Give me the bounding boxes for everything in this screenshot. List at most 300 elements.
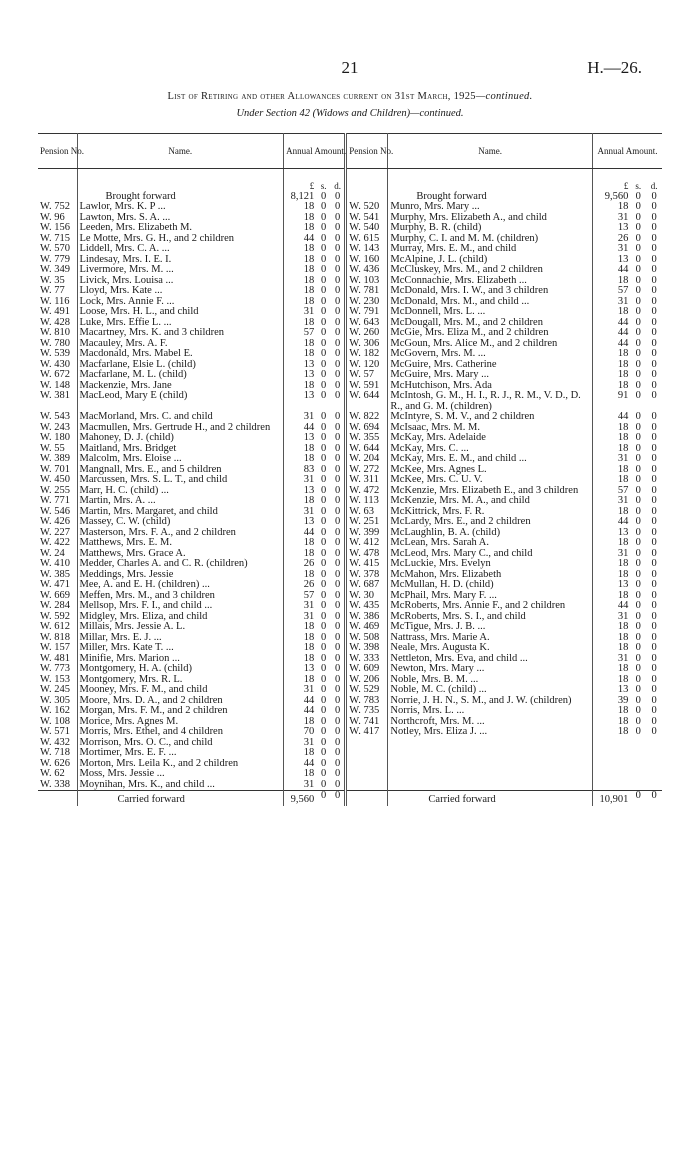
pension-number: W. 156 (40, 222, 70, 233)
table-row (38, 244, 662, 255)
pensioner-name: McDonald, Mrs. M., and child ... (388, 297, 592, 308)
amount-pounds: 18 (284, 496, 317, 507)
pension-number: W. 103 (346, 276, 388, 287)
pension-number: W. 609 (346, 664, 388, 675)
pension-number: W. 386 (346, 612, 388, 623)
pension-number: W. 669 (40, 589, 70, 601)
amount-pounds: 31 (284, 412, 317, 423)
amount-pounds: 31 (284, 475, 317, 486)
pension-number: W. 272 (346, 465, 388, 476)
pension-number: W. 378 (346, 570, 388, 581)
amount-pounds: 39 (592, 696, 630, 707)
amount-shillings: 0 (635, 222, 641, 233)
amount-shillings: 0 (635, 652, 641, 664)
name-header-right: Name. (388, 134, 592, 169)
amount-pence: 0 (335, 306, 341, 317)
amount-pence: 0 (335, 348, 341, 359)
currency-units-row (38, 181, 662, 192)
pensioner-name: Lawlor, Mrs. K. P ... (77, 202, 284, 213)
table-row (38, 433, 662, 444)
pensioner-name: McKay, Mrs. Adelaide (388, 433, 592, 444)
amount-shillings: 0 (635, 726, 641, 737)
pension-number: W. 24 (40, 547, 65, 559)
pensioner-name: Macfarlane, M. L. (child) (77, 370, 284, 381)
amount-shillings: 0 (321, 684, 327, 695)
amount-pence: 0 (651, 264, 657, 275)
amount-shillings: 0 (635, 642, 641, 653)
carried-forward-pence-right: 0 (646, 791, 662, 806)
table-row (38, 223, 662, 234)
amount-shillings: 0 (321, 495, 327, 506)
pounds-unit: £ (284, 181, 317, 192)
pensioner-name: Martin, Mrs. A. ... (77, 496, 284, 507)
table-row (38, 559, 662, 570)
pension-number: W. 55 (40, 442, 65, 454)
amount-pence: 0 (651, 495, 657, 506)
amount-shillings: 0 (635, 537, 641, 548)
amount-pence: 0 (651, 652, 657, 664)
pensioner-name: Lloyd, Mrs. Kate ... (77, 286, 284, 297)
pension-number: W. 644 (346, 444, 388, 455)
amount-pence: 0 (651, 484, 657, 496)
amount-pence: 0 (335, 642, 341, 653)
list-title (0, 91, 700, 102)
amount-pounds: 18 (592, 381, 630, 392)
amount-shillings: 0 (321, 285, 327, 296)
amount-pence: 0 (335, 463, 341, 475)
pension-number: W. 508 (346, 633, 388, 644)
amount-pounds: 18 (592, 622, 630, 633)
amount-pence: 0 (651, 726, 657, 737)
amount-pence: 0 (651, 547, 657, 559)
amount-pounds: 18 (592, 570, 630, 581)
pension-number: W. 148 (40, 379, 70, 391)
pension-number: W. 546 (40, 505, 70, 517)
name-header: Name. (77, 134, 284, 169)
amount-pounds: 18 (284, 748, 317, 759)
pension-number: W. 694 (346, 423, 388, 434)
pension-number: W. 311 (346, 475, 388, 486)
amount-pounds: 18 (284, 297, 317, 308)
table-row (38, 370, 662, 381)
amount-pence: 0 (335, 379, 341, 391)
amount-shillings: 0 (635, 484, 641, 496)
amount-shillings: 0 (635, 253, 641, 265)
pensioner-name: McHutchison, Mrs. Ada (388, 381, 592, 392)
pension-number: W. 478 (346, 549, 388, 560)
amount-pounds: 26 (284, 559, 317, 570)
annual-amount-header-right: Annual Amount. (592, 134, 662, 169)
pensioner-name: McGuire, Mrs. Catherine (388, 360, 592, 371)
document-reference: H.—26. (587, 58, 642, 77)
amount-pounds: 18 (284, 675, 317, 686)
pension-number: W. 426 (40, 516, 70, 527)
amount-shillings: 0 (321, 652, 327, 664)
amount-shillings: 0 (321, 631, 327, 643)
amount-pounds: 18 (592, 349, 630, 360)
amount-shillings: 0 (321, 453, 327, 464)
amount-pounds: 44 (284, 706, 317, 717)
pension-number: W. 529 (346, 685, 388, 696)
pensioner-name: McKittrick, Mrs. F. R. (388, 507, 592, 518)
amount-shillings: 0 (635, 600, 641, 611)
pension-number: W. 182 (346, 349, 388, 360)
amount-shillings: 0 (321, 222, 327, 233)
amount-pence: 0 (651, 526, 657, 538)
amount-pounds: 18 (592, 538, 630, 549)
amount-pence: 0 (335, 558, 341, 569)
pensioner-name: McCluskey, Mrs. M., and 2 children (388, 265, 592, 276)
pensioner-name: McLaughlin, B. A. (child) (388, 528, 592, 539)
amount-pence: 0 (651, 589, 657, 601)
amount-pounds: 18 (284, 265, 317, 276)
pensioner-name: Mellsop, Mrs. F. I., and child ... (77, 601, 284, 612)
amount-shillings: 0 (635, 211, 641, 223)
pension-number: W. 30 (346, 591, 388, 602)
amount-pence: 0 (651, 516, 657, 527)
amount-shillings: 0 (635, 715, 641, 727)
pensioner-name: Nettleton, Mrs. Eva, and child ... (388, 654, 592, 665)
pensioner-name: Mee, A. and E. H. (children) ... (77, 580, 284, 591)
pensioner-name: McGoun, Mrs. Alice M., and 2 children (388, 339, 592, 350)
amount-pounds: 44 (592, 339, 630, 350)
table-row (38, 265, 662, 276)
amount-pounds: 18 (592, 664, 630, 675)
pension-number: W. 57 (346, 370, 388, 381)
pensioner-name: Noble, M. C. (child) ... (388, 685, 592, 696)
allowances-table (38, 133, 662, 806)
amount-pounds: 18 (284, 454, 317, 465)
amount-pence: 0 (335, 778, 341, 790)
pensioner-name: Millais, Mrs. Jessie A. L. (77, 622, 284, 633)
amount-pounds: 13 (592, 528, 630, 539)
amount-shillings: 0 (635, 337, 641, 349)
pensioner-name: Montgomery, H. A. (child) (77, 664, 284, 675)
pensioner-name: McLean, Mrs. Sarah A. (388, 538, 592, 549)
amount-pounds: 18 (592, 307, 630, 318)
amount-pounds: 57 (592, 286, 630, 297)
amount-pence: 0 (335, 715, 341, 727)
table-row (38, 412, 662, 423)
pension-number: W. 113 (346, 496, 388, 507)
pension-number: W. 96 (40, 211, 65, 223)
amount-shillings: 0 (635, 463, 641, 475)
amount-pounds: 18 (592, 276, 630, 287)
amount-pounds: 18 (592, 507, 630, 518)
amount-pence: 0 (651, 579, 657, 590)
pensioner-name: Norrie, J. H. N., S. M., and J. W. (children) (388, 696, 592, 707)
annual-amount-header: Annual Amount. (284, 134, 346, 169)
amount-pounds: 18 (592, 475, 630, 486)
pension-number: W. 63 (346, 507, 388, 518)
brought-forward-pence: 0 (335, 190, 341, 202)
table-row (38, 664, 662, 675)
amount-pounds: 18 (284, 654, 317, 665)
amount-shillings: 0 (635, 495, 641, 506)
pension-number: W. 243 (40, 421, 70, 433)
pensioner-name: Maitland, Mrs. Bridget (77, 444, 284, 455)
amount-pounds: 18 (284, 643, 317, 654)
pension-number: W. 752 (40, 201, 70, 212)
amount-pence: 0 (651, 673, 657, 685)
table-row (38, 748, 662, 759)
amount-pence: 0 (335, 421, 341, 433)
pension-number: W. 591 (346, 381, 388, 392)
pounds-unit-right: £ (592, 181, 630, 192)
amount-pence: 0 (651, 663, 657, 674)
amount-shillings: 0 (635, 705, 641, 716)
amount-pounds: 18 (284, 276, 317, 287)
list-subtitle-text: Under Section 42 (Widows and Children)—continued. (236, 108, 464, 119)
pension-number: W. 491 (40, 306, 70, 317)
amount-pence: 0 (335, 652, 341, 664)
amount-pence: 0 (651, 390, 657, 401)
pension-number: W. 773 (40, 663, 70, 674)
pension-number: W. 410 (40, 558, 70, 569)
amount-pounds: 18 (592, 433, 630, 444)
amount-pounds: 18 (592, 643, 630, 654)
amount-pence: 0 (651, 358, 657, 370)
table-row (38, 454, 662, 465)
amount-pounds: 18 (284, 244, 317, 255)
amount-pounds: 18 (592, 675, 630, 686)
amount-pounds: 57 (592, 486, 630, 497)
pensioner-name: Mangnall, Mrs. E., and 5 children (77, 465, 284, 476)
pension-number: W. 469 (346, 622, 388, 633)
amount-pounds: 18 (592, 559, 630, 570)
amount-pence: 0 (335, 337, 341, 349)
pension-number: W. 108 (40, 715, 70, 727)
pension-number: W. 116 (40, 295, 70, 307)
amount-shillings: 0 (321, 211, 327, 223)
list-subtitle (0, 108, 700, 119)
pension-number: W. 251 (346, 517, 388, 528)
amount-shillings: 0 (321, 348, 327, 359)
amount-shillings: 0 (321, 274, 327, 286)
amount-pence: 0 (651, 243, 657, 254)
amount-pounds: 31 (592, 496, 630, 507)
amount-pence: 0 (335, 222, 341, 233)
amount-pence: 0 (335, 705, 341, 716)
pensioner-name: McDougall, Mrs. M., and 2 children (388, 318, 592, 329)
amount-shillings: 0 (321, 768, 327, 779)
pensioner-name: Morton, Mrs. Leila K., and 2 children (77, 759, 284, 770)
pensioner-name: Midgley, Mrs. Eliza, and child (77, 612, 284, 623)
pensioner-name: Mahoney, D. J. (child) (77, 433, 284, 444)
amount-pence: 0 (335, 610, 341, 622)
amount-shillings: 0 (635, 432, 641, 443)
amount-pence: 0 (335, 411, 341, 422)
amount-pence: 0 (651, 631, 657, 643)
amount-shillings: 0 (635, 358, 641, 370)
amount-pounds: 18 (284, 381, 317, 392)
amount-pence: 0 (335, 432, 341, 443)
amount-pounds: 57 (284, 328, 317, 339)
pensioner-name: Murphy, Mrs. Elizabeth A., and child (388, 213, 592, 224)
brought-forward-label-right: Brought forward (388, 192, 592, 203)
pension-number: W. 412 (346, 538, 388, 549)
pensioner-name: McKay, Mrs. C. ... (388, 444, 592, 455)
amount-pence: 0 (651, 274, 657, 286)
pension-number: W. 77 (40, 285, 65, 296)
pension-number: W. 415 (346, 559, 388, 570)
pension-number: W. 612 (40, 621, 70, 632)
amount-shillings: 0 (635, 369, 641, 380)
pensioner-name: Macmullen, Mrs. Gertrude H., and 2 children (77, 423, 284, 434)
amount-pence: 0 (651, 211, 657, 223)
amount-pence: 0 (335, 526, 341, 538)
amount-pence: 0 (335, 547, 341, 559)
pensioner-name: Malcolm, Mrs. Eloise ... (77, 454, 284, 465)
pension-no-header: Pension No. (38, 134, 77, 169)
amount-pounds: 18 (592, 633, 630, 644)
table-row (38, 328, 662, 339)
pensioner-name: Newton, Mrs. Mary ... (388, 664, 592, 675)
amount-pence: 0 (335, 694, 341, 706)
amount-pounds: 13 (592, 685, 630, 696)
amount-pence: 0 (335, 316, 341, 328)
pension-number: W. 818 (40, 631, 70, 643)
amount-pence: 0 (335, 684, 341, 695)
brought-forward-pounds-right: 9,560 (592, 192, 630, 203)
amount-pence: 0 (651, 285, 657, 296)
amount-pence: 0 (335, 600, 341, 611)
amount-pounds: 31 (284, 601, 317, 612)
amount-pence: 0 (651, 442, 657, 454)
amount-shillings: 0 (321, 537, 327, 548)
amount-shillings: 0 (321, 390, 327, 401)
amount-pounds: 31 (284, 612, 317, 623)
amount-pounds: 26 (284, 580, 317, 591)
amount-shillings: 0 (635, 442, 641, 454)
pensioner-name: MacMorland, Mrs. C. and child (77, 412, 284, 423)
amount-shillings: 0 (635, 610, 641, 622)
amount-pence: 0 (335, 747, 341, 758)
pension-number: W. 160 (346, 255, 388, 266)
amount-shillings: 0 (635, 589, 641, 601)
pension-number: W. 206 (346, 675, 388, 686)
amount-shillings: 0 (635, 295, 641, 307)
amount-shillings: 0 (635, 327, 641, 338)
pensioner-name: McTigue, Mrs. J. B. ... (388, 622, 592, 633)
pensioner-name: Montgomery, Mrs. R. L. (77, 675, 284, 686)
pensioner-name: McMullan, H. D. (child) (388, 580, 592, 591)
amount-pence: 0 (651, 453, 657, 464)
amount-shillings: 0 (321, 253, 327, 265)
amount-shillings: 0 (321, 358, 327, 370)
amount-pounds: 18 (592, 465, 630, 476)
amount-pence: 0 (335, 211, 341, 223)
pension-number: W. 822 (346, 412, 388, 423)
table-row (38, 286, 662, 297)
amount-pounds: 26 (592, 234, 630, 245)
table-row (38, 349, 662, 360)
amount-shillings: 0 (635, 547, 641, 559)
pensioner-name: McGie, Mrs. Eliza M., and 2 children (388, 328, 592, 339)
amount-pence: 0 (335, 442, 341, 454)
amount-pounds: 44 (592, 318, 630, 329)
pensioner-name: Matthews, Mrs. Grace A. (77, 549, 284, 560)
amount-pounds: 44 (284, 528, 317, 539)
amount-pence: 0 (651, 558, 657, 569)
pensioner-name: Mackenzie, Mrs. Jane (77, 381, 284, 392)
table-row (38, 601, 662, 612)
pension-number: W. 718 (40, 747, 70, 758)
pensioner-name: McKenzie, Mrs. Elizabeth E., and 3 children (388, 486, 592, 497)
pension-number: W. 615 (346, 234, 388, 245)
amount-pence: 0 (651, 621, 657, 632)
amount-pence: 0 (335, 516, 341, 527)
amount-shillings: 0 (321, 526, 327, 538)
amount-pounds: 13 (284, 391, 317, 412)
amount-pence: 0 (335, 663, 341, 674)
shillings-unit-right: s. (635, 181, 642, 191)
amount-shillings: 0 (321, 442, 327, 454)
amount-shillings: 0 (321, 327, 327, 338)
amount-shillings: 0 (321, 337, 327, 349)
amount-shillings: 0 (635, 694, 641, 706)
pensioner-name: Munro, Mrs. Mary ... (388, 202, 592, 213)
pension-number: W. 520 (346, 202, 388, 213)
amount-pence: 0 (335, 274, 341, 286)
pensioner-name: McRoberts, Mrs. Annie F., and 2 children (388, 601, 592, 612)
carried-forward-shillings: 0 (316, 791, 331, 806)
pensioner-name: Meddings, Mrs. Jessie (77, 570, 284, 581)
amount-shillings: 0 (321, 379, 327, 391)
pensioner-name: MacLeod, Mary E (child) (77, 391, 284, 412)
pension-number: W. 450 (40, 474, 70, 485)
pension-number: W. 422 (40, 537, 70, 548)
amount-pounds: 18 (284, 549, 317, 560)
amount-pence: 0 (335, 474, 341, 485)
pension-number: W. 255 (40, 484, 70, 496)
pensioner-name: Lawton, Mrs. S. A. ... (77, 213, 284, 224)
amount-pounds: 44 (284, 234, 317, 245)
amount-pence: 0 (335, 768, 341, 779)
amount-pence: 0 (651, 705, 657, 716)
amount-pounds: 44 (592, 517, 630, 528)
pension-number: W. 481 (40, 652, 70, 664)
pensioner-name: McKee, Mrs. C. U. V. (388, 475, 592, 486)
pension-number: W. 355 (346, 433, 388, 444)
amount-pounds: 18 (284, 622, 317, 633)
table-row (38, 622, 662, 633)
pensioner-name: Mortimer, Mrs. E. F. ... (77, 748, 284, 759)
pensioner-name: McKay, Mrs. E. M., and child ... (388, 454, 592, 465)
pensioner-name: McConnachie, Mrs. Elizabeth ... (388, 276, 592, 287)
amount-shillings: 0 (635, 474, 641, 485)
pensioner-name: Millar, Mrs. E. J. ... (77, 633, 284, 644)
amount-shillings: 0 (635, 306, 641, 317)
amount-shillings: 0 (321, 600, 327, 611)
brought-forward-pounds: 8,121 (284, 192, 317, 203)
amount-shillings: 0 (321, 306, 327, 317)
amount-shillings: 0 (321, 505, 327, 517)
table-row (38, 643, 662, 654)
brought-forward-shillings-right: 0 (635, 190, 641, 202)
amount-shillings: 0 (321, 463, 327, 475)
amount-pounds: 18 (284, 286, 317, 297)
pension-number: W. 227 (40, 526, 70, 538)
amount-pence: 0 (651, 253, 657, 265)
pensioner-name: Marr, H. C. (child) ... (77, 486, 284, 497)
pension-number: W. 472 (346, 486, 388, 497)
pensioner-name: Murphy, B. R. (child) (388, 223, 592, 234)
table-row (38, 496, 662, 507)
amount-pounds: 31 (592, 213, 630, 224)
amount-pounds: 31 (284, 685, 317, 696)
pension-number: W. 570 (40, 243, 70, 254)
